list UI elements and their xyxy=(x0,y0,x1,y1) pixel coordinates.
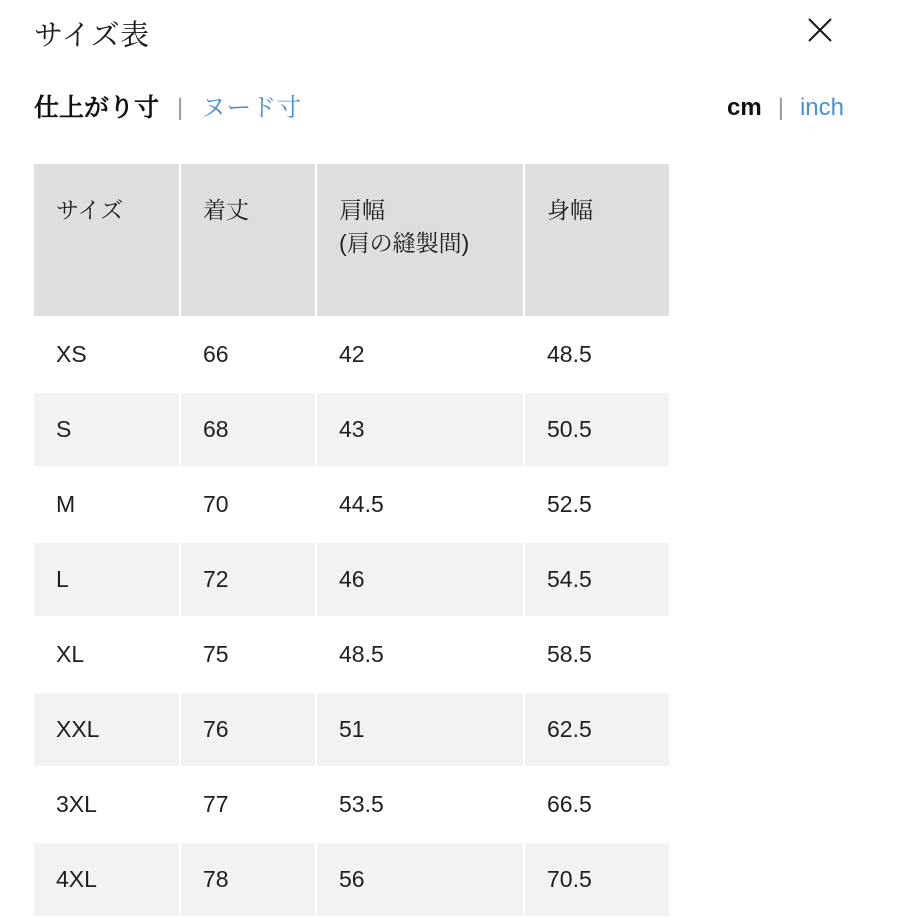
cell-size: M xyxy=(34,467,180,542)
toggle-separator-right: | xyxy=(777,94,784,121)
cell-length: 68 xyxy=(180,392,316,467)
column-header-chest-line1: 身幅 xyxy=(547,197,593,223)
cell-size: XS xyxy=(34,317,180,392)
close-icon-glyph xyxy=(805,15,835,45)
cell-length: 72 xyxy=(180,542,316,617)
column-header-shoulder-line1: 肩幅 xyxy=(339,197,385,223)
cell-size: S xyxy=(34,392,180,467)
cell-length: 75 xyxy=(180,617,316,692)
tab-unit-inch[interactable]: inch xyxy=(799,94,844,121)
tab-unit-cm[interactable]: cm xyxy=(727,94,762,121)
size-table-head xyxy=(34,164,670,317)
column-header-size-line1: サイズ xyxy=(56,197,124,223)
column-header-length-line1: 着丈 xyxy=(203,197,249,223)
table-row xyxy=(34,317,670,392)
cell-chest: 52.5 xyxy=(524,467,670,542)
cell-size: 4XL xyxy=(34,842,180,917)
tab-finished-measurement[interactable]: 仕上がり寸 xyxy=(34,93,160,122)
cell-chest: 58.5 xyxy=(524,617,670,692)
table-row xyxy=(34,842,670,917)
close-icon[interactable] xyxy=(798,8,842,52)
column-header-length xyxy=(180,164,316,317)
cell-chest: 54.5 xyxy=(524,542,670,617)
cell-size: L xyxy=(34,542,180,617)
cell-size: 3XL xyxy=(34,767,180,842)
table-row xyxy=(34,392,670,467)
size-table-body xyxy=(34,317,670,917)
column-header-shoulder xyxy=(316,164,524,317)
cell-size: XL xyxy=(34,617,180,692)
table-row xyxy=(34,467,670,542)
table-header-row xyxy=(34,164,670,317)
cell-chest: 70.5 xyxy=(524,842,670,917)
cell-chest: 62.5 xyxy=(524,692,670,767)
size-table-container xyxy=(34,164,670,918)
cell-length: 77 xyxy=(180,767,316,842)
cell-shoulder: 43 xyxy=(316,392,524,467)
cell-size: XXL xyxy=(34,692,180,767)
cell-shoulder: 48.5 xyxy=(316,617,524,692)
tab-body-measurement[interactable]: ヌード寸 xyxy=(201,93,302,122)
table-row xyxy=(34,542,670,617)
cell-shoulder: 56 xyxy=(316,842,524,917)
cell-chest: 50.5 xyxy=(524,392,670,467)
cell-shoulder: 42 xyxy=(316,317,524,392)
measure-type-toggle xyxy=(34,93,302,122)
toggle-separator-left: | xyxy=(177,94,184,121)
table-row xyxy=(34,617,670,692)
cell-length: 76 xyxy=(180,692,316,767)
modal-header xyxy=(34,0,866,72)
unit-toggle xyxy=(727,96,844,120)
cell-chest: 66.5 xyxy=(524,767,670,842)
cell-length: 66 xyxy=(180,317,316,392)
column-header-shoulder-line2: (肩の縫製間) xyxy=(339,230,470,257)
page-title: サイズ表 xyxy=(34,19,150,52)
column-header-chest xyxy=(524,164,670,317)
cell-chest: 48.5 xyxy=(524,317,670,392)
size-table xyxy=(34,164,671,918)
column-header-size xyxy=(34,164,180,317)
table-row xyxy=(34,767,670,842)
table-row xyxy=(34,692,670,767)
measurement-toggle-row xyxy=(34,72,866,144)
cell-shoulder: 44.5 xyxy=(316,467,524,542)
cell-shoulder: 53.5 xyxy=(316,767,524,842)
cell-length: 70 xyxy=(180,467,316,542)
cell-shoulder: 46 xyxy=(316,542,524,617)
cell-length: 78 xyxy=(180,842,316,917)
cell-shoulder: 51 xyxy=(316,692,524,767)
